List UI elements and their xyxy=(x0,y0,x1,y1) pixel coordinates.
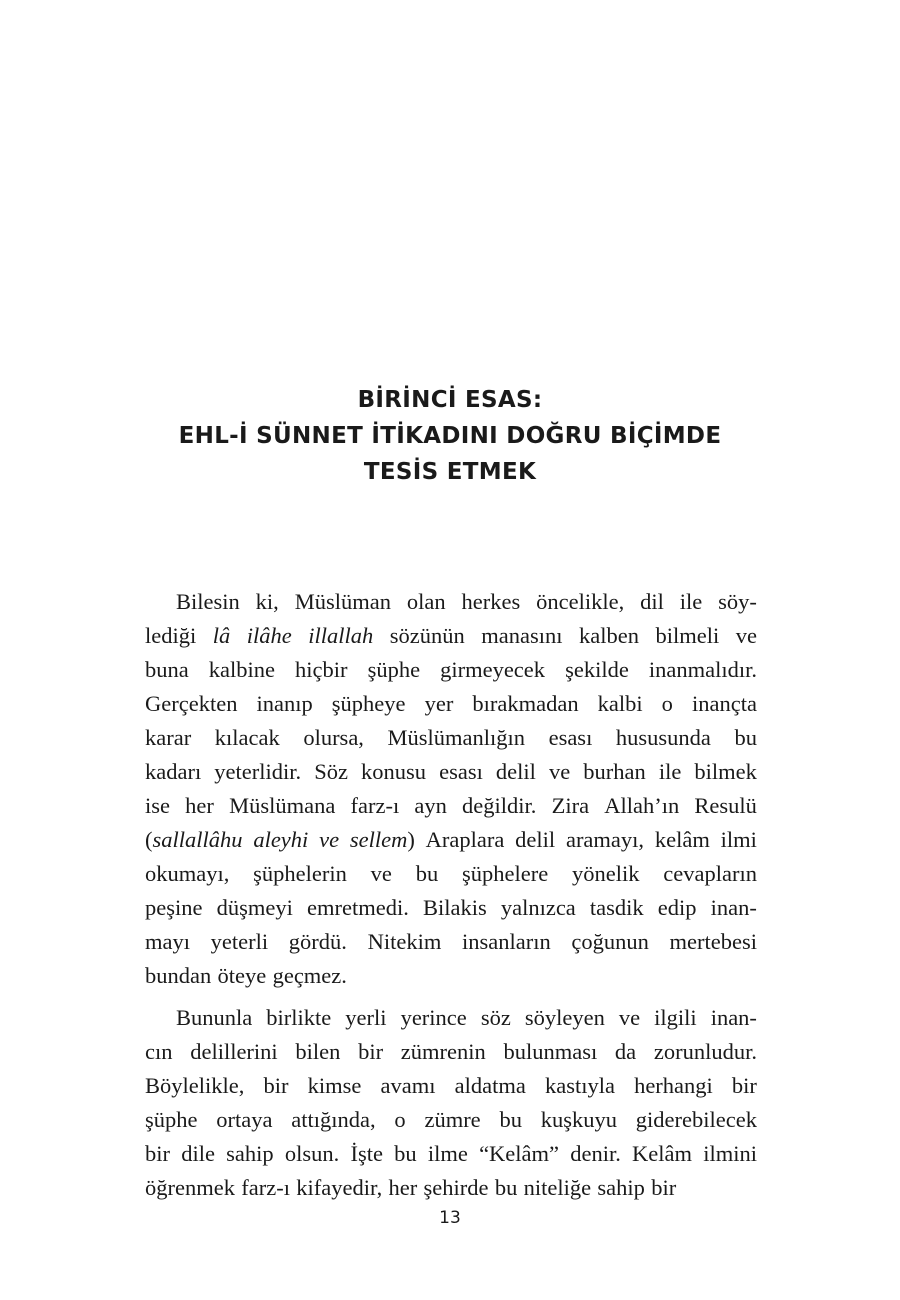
word: bundan xyxy=(145,963,212,988)
word: Araplara xyxy=(425,827,505,852)
chapter-heading xyxy=(0,382,900,490)
word: kifayedir, xyxy=(296,1175,383,1200)
word: kılacak xyxy=(214,725,280,750)
word: ve xyxy=(370,861,392,886)
word: sahip xyxy=(226,1141,274,1166)
word: yalnızca xyxy=(500,895,576,920)
chapter-heading-line-3: TESİS ETMEK xyxy=(363,459,537,485)
text-line xyxy=(145,721,757,755)
word: bilmek xyxy=(694,759,757,784)
word: Kelâm xyxy=(632,1141,693,1166)
word: Müslümana xyxy=(229,793,336,818)
word: cevapların xyxy=(663,861,757,886)
word: lâ xyxy=(212,623,231,648)
word: inanmalıdır. xyxy=(648,657,757,682)
word: şehirde xyxy=(423,1175,489,1200)
word: insanların xyxy=(461,929,551,954)
text-line xyxy=(145,1069,757,1103)
word: kastıyla xyxy=(544,1073,615,1098)
word: inanıp xyxy=(256,691,313,716)
word: delillerini xyxy=(190,1039,278,1064)
word: Böylelikle, xyxy=(145,1073,245,1098)
word: da xyxy=(614,1039,637,1064)
word: mertebesi xyxy=(669,929,757,954)
word: buna xyxy=(145,657,189,682)
word: manasını xyxy=(481,623,563,648)
word: edip xyxy=(657,895,697,920)
word: her xyxy=(185,793,214,818)
word: bilen xyxy=(295,1039,341,1064)
word: şüpheye xyxy=(331,691,406,716)
word: delil xyxy=(495,759,536,784)
word: ki, xyxy=(255,589,279,614)
word: inan- xyxy=(710,1005,757,1030)
word: bir xyxy=(651,1175,677,1200)
word: aleyhi xyxy=(253,827,309,852)
word: kalbine xyxy=(208,657,276,682)
text-line xyxy=(145,1035,757,1069)
word: Gerçekten xyxy=(145,691,238,716)
word: bu xyxy=(415,861,439,886)
text-line xyxy=(145,619,757,653)
word: çoğunun xyxy=(571,929,649,954)
word: bilmeli xyxy=(655,623,720,648)
word: yönelik xyxy=(571,861,640,886)
word: şekilde xyxy=(565,657,629,682)
word: değildir. xyxy=(462,793,537,818)
word: konusu xyxy=(361,759,427,784)
word: bu xyxy=(499,1107,522,1132)
word: söyleyen xyxy=(524,1005,605,1030)
word: attığında, xyxy=(291,1107,376,1132)
word: ile xyxy=(658,759,682,784)
paragraphs-container xyxy=(145,585,757,1205)
word: o xyxy=(661,691,673,716)
word: burhan xyxy=(583,759,646,784)
word: İşte xyxy=(350,1141,383,1166)
text-line xyxy=(145,891,757,925)
word: Resulü xyxy=(694,793,757,818)
text-line xyxy=(145,925,757,959)
word: yerince xyxy=(400,1005,467,1030)
word: şüphe xyxy=(145,1107,198,1132)
text-line xyxy=(145,755,757,789)
word: Bununla xyxy=(176,1005,253,1030)
word: ve xyxy=(319,827,340,852)
word: ve xyxy=(618,1005,641,1030)
word: kalben xyxy=(579,623,639,648)
word: olsun. xyxy=(284,1141,340,1166)
word: (sallallâhu xyxy=(145,827,243,852)
word: kuşkuyu xyxy=(540,1107,617,1132)
word: peşine xyxy=(145,895,203,920)
body-text xyxy=(145,585,757,1205)
word: esası xyxy=(548,725,593,750)
word: ve xyxy=(548,759,571,784)
word: ilgili xyxy=(654,1005,697,1030)
word: okumayı, xyxy=(145,861,230,886)
word: bir xyxy=(358,1039,384,1064)
paragraph xyxy=(145,1001,757,1205)
word: Allah’ın xyxy=(604,793,680,818)
page-number: 13 xyxy=(439,1208,461,1228)
word: sözünün xyxy=(389,623,465,648)
word: giderebilecek xyxy=(635,1107,757,1132)
word: delil xyxy=(515,827,556,852)
word: ilmi xyxy=(720,827,757,852)
word: bir xyxy=(263,1073,289,1098)
word: yer xyxy=(424,691,454,716)
word: kadarı xyxy=(145,759,202,784)
text-line xyxy=(145,823,757,857)
word: sahip xyxy=(597,1175,645,1200)
word: şüphelere xyxy=(461,861,549,886)
word: cın xyxy=(145,1039,173,1064)
word: öğrenmek xyxy=(145,1175,235,1200)
word: kelâm xyxy=(654,827,710,852)
word: olan xyxy=(406,589,446,614)
word: ve xyxy=(735,623,757,648)
word: illallah xyxy=(308,623,374,648)
word: ilme xyxy=(427,1141,468,1166)
text-line xyxy=(145,1137,757,1171)
word: esası xyxy=(439,759,483,784)
word: ilâhe xyxy=(246,623,292,648)
word: Müslümanlığın xyxy=(387,725,526,750)
word: zümrenin xyxy=(400,1039,486,1064)
word: öncelikle, xyxy=(536,589,625,614)
word: yerli xyxy=(345,1005,387,1030)
text-line xyxy=(145,857,757,891)
chapter-heading-line-2: EHL-İ SÜNNET İTİKADINI DOĞRU BİÇİMDE xyxy=(178,423,722,449)
word: şüphe xyxy=(367,657,421,682)
paragraph xyxy=(145,585,757,993)
word: ortaya xyxy=(216,1107,273,1132)
word: aramayı, xyxy=(565,827,645,852)
word: farz-ı xyxy=(241,1175,290,1200)
word: bırakmadan xyxy=(472,691,579,716)
word: ilmini xyxy=(703,1141,757,1166)
word: Zira xyxy=(551,793,590,818)
text-line xyxy=(145,687,757,721)
word: ise xyxy=(145,793,170,818)
word: ayn xyxy=(414,793,447,818)
word: hususunda xyxy=(615,725,711,750)
word: o xyxy=(394,1107,406,1132)
word: bir xyxy=(145,1141,170,1166)
word: farz-ı xyxy=(350,793,400,818)
word: düşmeyi xyxy=(216,895,293,920)
word: herhangi xyxy=(634,1073,713,1098)
word: inançta xyxy=(691,691,757,716)
word: her xyxy=(388,1175,418,1200)
word: söz xyxy=(480,1005,511,1030)
word: “Kelâm” xyxy=(479,1141,560,1166)
word: Bilesin xyxy=(176,589,240,614)
word: emretmedi. xyxy=(306,895,409,920)
word: herkes xyxy=(461,589,521,614)
word: bir xyxy=(731,1073,757,1098)
word: bulunması xyxy=(503,1039,598,1064)
word: zorunludur. xyxy=(653,1039,757,1064)
word: geçmez. xyxy=(272,963,347,988)
word: dil xyxy=(640,589,664,614)
word: gördü. xyxy=(288,929,347,954)
word: girmeyecek xyxy=(440,657,546,682)
text-line xyxy=(145,1103,757,1137)
text-line xyxy=(145,1001,757,1035)
word: sellem) xyxy=(349,827,415,852)
word: şüphelerin xyxy=(253,861,347,886)
word: Müslüman xyxy=(294,589,391,614)
word: ile xyxy=(679,589,703,614)
word: yeterlidir. xyxy=(214,759,302,784)
word: kalbi xyxy=(597,691,643,716)
text-line xyxy=(145,653,757,687)
word: öteye xyxy=(217,963,267,988)
word: bu xyxy=(494,1175,518,1200)
word: kimse xyxy=(307,1073,362,1098)
word: bu xyxy=(734,725,757,750)
word: karar xyxy=(145,725,192,750)
word: Nitekim xyxy=(367,929,442,954)
word: hiçbir xyxy=(295,657,348,682)
text-line xyxy=(145,585,757,619)
text-line xyxy=(145,1171,757,1205)
word: inan- xyxy=(710,895,757,920)
word: aldatma xyxy=(454,1073,526,1098)
word: denir. xyxy=(570,1141,621,1166)
text-line xyxy=(145,959,757,993)
word: birlikte xyxy=(266,1005,332,1030)
word: zümre xyxy=(424,1107,481,1132)
word: Bilakis xyxy=(422,895,487,920)
word: dile xyxy=(181,1141,215,1166)
word: niteliğe xyxy=(523,1175,592,1200)
word: mayı xyxy=(145,929,190,954)
chapter-heading-line-1: BİRİNCİ ESAS: xyxy=(357,387,543,413)
word: Söz xyxy=(314,759,348,784)
word: lediği xyxy=(145,623,197,648)
word: bu xyxy=(394,1141,417,1166)
word: avamı xyxy=(380,1073,436,1098)
word: yeterli xyxy=(210,929,269,954)
word: olursa, xyxy=(303,725,364,750)
text-line xyxy=(145,789,757,823)
word: tasdik xyxy=(589,895,644,920)
word: söy- xyxy=(718,589,757,614)
